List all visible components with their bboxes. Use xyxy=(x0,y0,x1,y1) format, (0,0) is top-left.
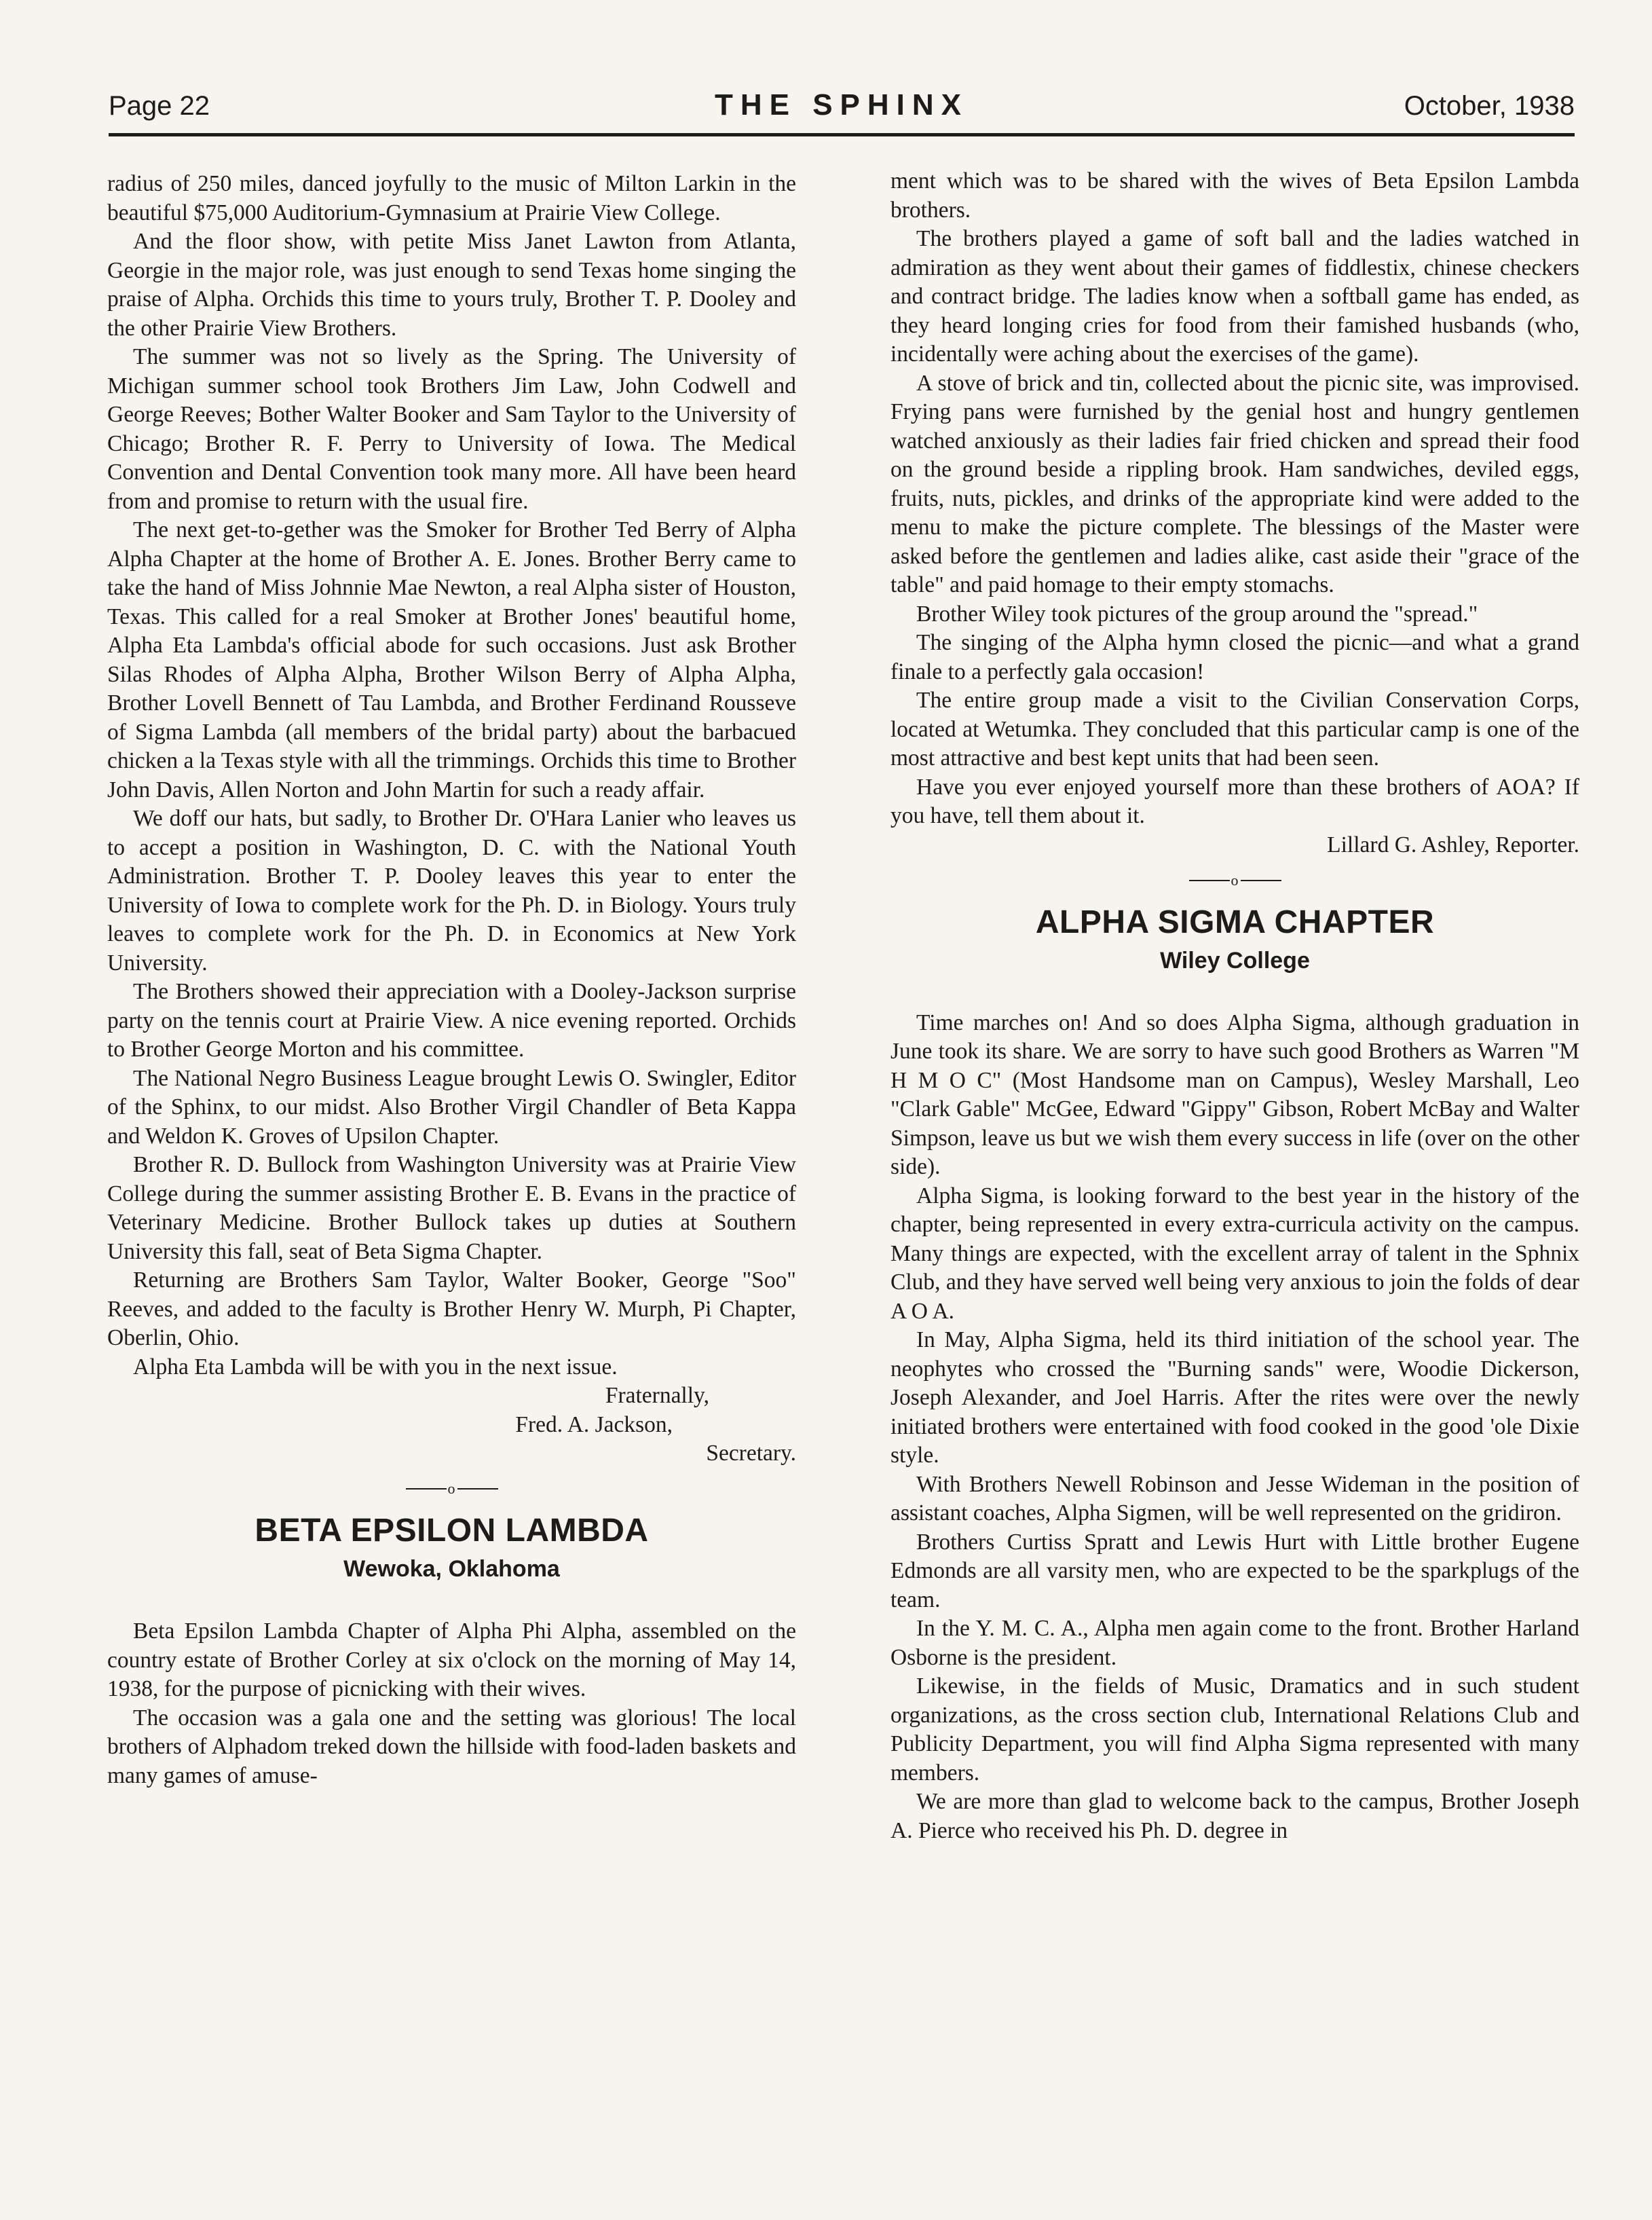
section-subtitle: Wewoka, Oklahoma xyxy=(343,1556,560,1583)
signature-title: Secretary. xyxy=(706,1441,796,1466)
paragraph: We are more than glad to welcome back to the campus, Brother Joseph A. Pierce who received his Ph. D. degree in xyxy=(890,1789,1579,1843)
paragraph: Beta Epsilon Lambda Chapter of Alpha Phi Alpha, assembled on the country estate of Brother Corley at six o'clock on the morning of May 14, 1938, for the purpose of picnicking with their wives. xyxy=(107,1618,796,1702)
paragraph: Brothers Curtiss Spratt and Lewis Hurt with Little brother Eugene Edmonds are all varsity men, who are expected to be the sparkplugs of the team. xyxy=(890,1529,1579,1612)
paragraph: The Brothers showed their appreciation with a Dooley-Jackson surprise party on the tennis court at Prairie View. A nice evening reported. Orchids to Brother George Morton and his committee. xyxy=(107,979,796,1062)
section-divider: o xyxy=(890,869,1579,891)
issue-date: October, 1938 xyxy=(1404,91,1575,121)
paragraph: In the Y. M. C. A., Alpha men again come to the front. Brother Harland Osborne is the president. xyxy=(890,1616,1579,1670)
section-divider: o xyxy=(107,1478,796,1500)
paragraph: The National Negro Business League brought Lewis O. Swingler, Editor of the Sphinx, to our midst. Also Brother Virgil Chandler of Beta Kappa and Weldon K. Groves of Upsilon Chapter. xyxy=(107,1065,796,1149)
paragraph: Likewise, in the fields of Music, Dramatics and in such student organizations, as the cross section club, International Relations Club and Publicity Department, you will find Alpha Sigma represented with many members. xyxy=(890,1673,1579,1786)
paragraph: ment which was to be shared with the wives of Beta Epsilon Lambda brothers. xyxy=(890,168,1579,223)
reporter-signature: Lillard G. Ashley, Reporter. xyxy=(1327,832,1579,857)
paragraph: Alpha Sigma, is looking forward to the best year in the history of the chapter, being represented in every extra-curricula activity on the campus. Many things are expected, with the excellent array of talent in the Sphnix Club, and they have served well being very anxious to join the folds of dear A O A. xyxy=(890,1183,1579,1324)
paragraph: The occasion was a gala one and the setting was glorious! The local brothers of Alphadom treked down the hillside with food-laden baskets and many games of amuse- xyxy=(107,1705,796,1788)
paragraph: And the floor show, with petite Miss Janet Lawton from Atlanta, Georgie in the major role, was just enough to send Texas home singing the praise of Alpha. Orchids this time to yours truly, Brother T. P. Dooley and the other Prairie View Brothers. xyxy=(107,229,796,341)
paragraph: Brother Wiley took pictures of the group around the "spread." xyxy=(916,601,1478,627)
paragraph: The singing of the Alpha hymn closed the picnic—and what a grand finale to a perfectly gala occasion! xyxy=(890,630,1579,684)
left-column xyxy=(107,170,796,1790)
paragraph: We doff our hats, but sadly, to Brother Dr. O'Hara Lanier who leaves us to accept a position in Washington, D. C. with the National Youth Administration. Brother T. P. Dooley leaves this year to enter the University of Iowa to complete work for the Ph. D. in Biology. Yours truly leaves to complete work for the Ph. D. in Economics at New York University. xyxy=(107,806,796,976)
paragraph: Time marches on! And so does Alpha Sigma, although graduation in June took its share. We are sorry to have such good Brothers as Warren "M H M O C" (Most Handsome man on Campus), Wesley Marshall, Leo "Clark Gable" McGee, Edward "Gippy" Gibson, Robert McBay and Walter Simpson, leave us but we wish them every success in life (over on the other side). xyxy=(890,1010,1579,1180)
paragraph: Brother R. D. Bullock from Washington University was at Prairie View College during the summer assisting Brother E. B. Evans in the practice of Veterinary Medicine. Brother Bullock takes up duties at Southern University this fall, seat of Beta Sigma Chapter. xyxy=(107,1152,796,1264)
page-number: Page 22 xyxy=(109,91,210,121)
paragraph: With Brothers Newell Robinson and Jesse Wideman in the position of assistant coaches, Alpha Sigmen, will be well represented on the gridiron. xyxy=(890,1471,1579,1526)
paragraph: The brothers played a game of soft ball and the ladies watched in admiration as they went about their games of fiddlestix, chinese checkers and contract bridge. The ladies know when a softball game has ended, as they heard longing cries for food from their famished husbands (who, incidentally were aching about the exercises of the game). xyxy=(890,226,1579,367)
publication-title: THE SPHINX xyxy=(714,88,969,122)
page-header xyxy=(109,86,1575,136)
paragraph: radius of 250 miles, danced joyfully to the music of Milton Larkin in the beautiful $75,000 Auditorium-Gymnasium at Prairie View College. xyxy=(107,171,796,225)
paragraph: The next get-to-gether was the Smoker for Brother Ted Berry of Alpha Alpha Chapter at the home of Brother A. E. Jones. Brother Berry came to take the hand of Miss Johnnie Mae Newton, a real Alpha sister of Houston, Texas. This called for a real Smoker at Brother Jones' beautiful home, Alpha Eta Lambda's official abode for such occasions. Just ask Brother Silas Rhodes of Alpha Alpha, Brother Wilson Berry of Alpha Alpha, Brother Lovell Bennett of Tau Lambda, and Brother Ferdinand Rousseve of Sigma Lambda (all members of the bridal party) about the barbacued chicken a la Texas style with all the trimmings. Orchids this time to Brother John Davis, Allen Norton and John Martin for such a ready affair. xyxy=(107,517,796,802)
section-subtitle: Wiley College xyxy=(1160,947,1310,974)
paragraph: The summer was not so lively as the Spring. The University of Michigan summer school took Brothers Jim Law, John Codwell and George Reeves; Bother Walter Booker and Sam Taylor to the University of Chicago; Brother R. F. Perry to University of Iowa. The Medical Convention and Dental Convention took many more. All have been heard from and promise to return with the usual fire. xyxy=(107,344,796,514)
right-column xyxy=(890,167,1579,1845)
section-title: BETA EPSILON LAMBDA xyxy=(255,1513,649,1549)
paragraph: Returning are Brothers Sam Taylor, Walter Booker, George "Soo" Reeves, and added to the faculty is Brother Henry W. Murph, Pi Chapter, Oberlin, Ohio. xyxy=(107,1268,796,1350)
paragraph: Have you ever enjoyed yourself more than these brothers of AOA? If you have, tell them about it. xyxy=(890,774,1579,828)
signature-name: Fred. A. Jackson, xyxy=(515,1411,673,1437)
paragraph: The entire group made a visit to the Civilian Conservation Corps, located at Wetumka. They concluded that this particular camp is one of the most attractive and best kept units that had been seen. xyxy=(890,688,1579,771)
paragraph: Alpha Eta Lambda will be with you in the next issue. xyxy=(133,1354,618,1380)
paragraph: In May, Alpha Sigma, held its third initiation of the school year. The neophytes who crossed the "Burning sands" were, Woodie Dickerson, Joseph Alexander, and Joel Harris. After the rites were over the newly initiated brothers were entertained with food cooked in the good 'ole Dixie style. xyxy=(890,1327,1579,1468)
signature-closing: Fraternally, xyxy=(605,1383,709,1408)
signature-block xyxy=(107,1382,796,1468)
section-title: ALPHA SIGMA CHAPTER xyxy=(1035,904,1435,940)
paragraph: A stove of brick and tin, collected about the picnic site, was improvised. Frying pans were furnished by the genial host and hungry gentlemen watched anxiously as their ladies fair fried chicken and spread their food on the ground beside a rippling brook. Ham sandwiches, deviled eggs, fruits, nuts, pickles, and drinks of the appropriate kind were added to the menu to make the picture complete. The blessings of the Master were asked before the gentlemen and ladies alike, cast aside their "grace of the table" and paid homage to their empty stomachs. xyxy=(890,370,1579,597)
